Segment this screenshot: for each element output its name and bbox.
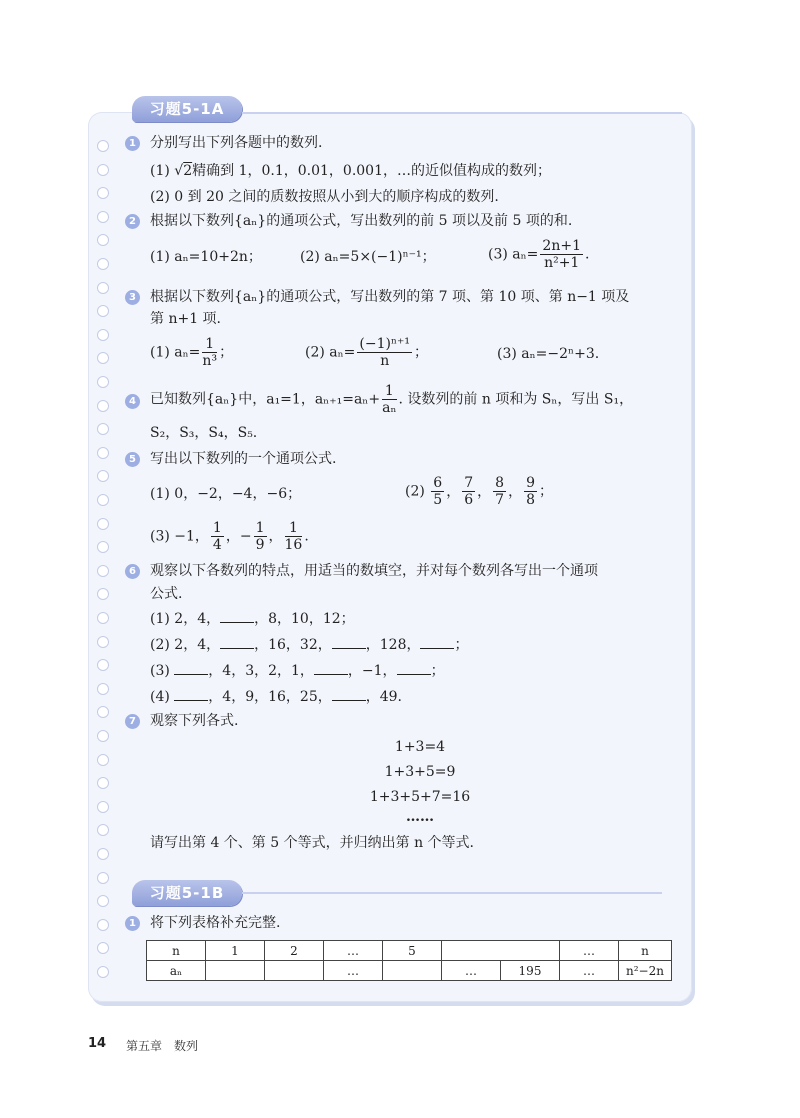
binder-ring bbox=[97, 187, 109, 199]
binder-ring bbox=[97, 777, 109, 789]
q5-part3-f3-numerator: 1 bbox=[285, 520, 303, 537]
q2-part2: (2) aₙ=5×(−1)ⁿ⁻¹； bbox=[300, 249, 436, 265]
q6-part3-d: ； bbox=[430, 663, 445, 679]
separator: ， bbox=[477, 483, 492, 500]
q5-part3-prefix: (3) −1， bbox=[150, 528, 209, 545]
table-cell bbox=[383, 961, 442, 981]
question-number-3: 3 bbox=[125, 290, 140, 305]
fraction-denominator: 8 bbox=[526, 492, 535, 508]
q6-part4-b: ，4，9，16，25， bbox=[208, 689, 332, 705]
header-rule-b bbox=[242, 892, 662, 894]
q5-part3-f2-numerator: 1 bbox=[255, 520, 265, 536]
table-cell: n bbox=[147, 941, 206, 961]
q6-part1 bbox=[150, 610, 355, 628]
binder-ring bbox=[97, 683, 109, 695]
table-cell bbox=[442, 941, 560, 961]
binder-ring bbox=[97, 400, 109, 412]
fraction-numerator: 7 bbox=[464, 475, 474, 491]
binder-ring bbox=[97, 234, 109, 246]
binder-ring bbox=[97, 966, 109, 978]
blank-field bbox=[220, 610, 254, 623]
binder-ring bbox=[97, 612, 109, 624]
q6-part3 bbox=[150, 662, 445, 680]
blank-field bbox=[174, 662, 208, 675]
q5-part3-fraction2 bbox=[254, 520, 267, 553]
binder-ring bbox=[97, 541, 109, 553]
q5-part3-f2-denominator: 9 bbox=[255, 537, 265, 553]
binder-ring bbox=[97, 895, 109, 907]
q1-part1-prefix: (1) bbox=[150, 163, 175, 179]
blank-field bbox=[420, 636, 454, 649]
table-cell: 2 bbox=[265, 941, 324, 961]
binder-ring bbox=[97, 706, 109, 718]
table-cell: aₙ bbox=[147, 961, 206, 981]
blank-field bbox=[220, 636, 254, 649]
q6-part1-b: ，8，10，12； bbox=[254, 611, 355, 627]
q6-stem-line1: 观察以下各数列的特点，用适当的数填空，并对每个数列各写出一个通项 bbox=[150, 563, 598, 579]
q4-line1-start: 已知数列{aₙ}中，a₁=1，aₙ₊₁=aₙ+ bbox=[150, 391, 381, 408]
separator: ， bbox=[508, 483, 523, 500]
q5-part3-suffix: . bbox=[304, 528, 309, 545]
q3-part3: (3) aₙ=−2ⁿ+3. bbox=[497, 346, 600, 362]
exercise-panel bbox=[88, 112, 692, 1002]
question-number-5: 5 bbox=[125, 452, 140, 467]
q5-part2-fraction bbox=[524, 475, 537, 508]
binder-ring bbox=[97, 447, 109, 459]
binder-ring bbox=[97, 659, 109, 671]
q3-stem-line2: 第 n+1 项. bbox=[150, 311, 222, 327]
separator: ， bbox=[446, 483, 461, 500]
fraction-numerator: 8 bbox=[495, 475, 505, 491]
q5-stem: 写出以下数列的一个通项公式. bbox=[150, 451, 337, 467]
q3-part1-suffix: ； bbox=[219, 344, 234, 361]
binder-ring bbox=[97, 730, 109, 742]
binder-ring bbox=[97, 636, 109, 648]
binder-ring bbox=[97, 376, 109, 388]
q3-stem-line1: 根据以下数列{aₙ}的通项公式，写出数列的第 7 项、第 10 项、第 n−1 项及 bbox=[150, 289, 630, 305]
q5-part2-fraction bbox=[493, 475, 506, 508]
q5-part2-prefix: (2) bbox=[405, 483, 425, 500]
section-header-b: 习题5-1B bbox=[132, 880, 242, 906]
q4-fraction-numerator: 1 bbox=[382, 383, 396, 400]
table-cell bbox=[206, 961, 265, 981]
q5-part2-fraction bbox=[462, 475, 475, 508]
q2-part3-numerator: 2n+1 bbox=[542, 238, 581, 254]
q5-part3-f1-denominator: 4 bbox=[212, 537, 222, 553]
binder-ring bbox=[97, 824, 109, 836]
binder-ring bbox=[97, 211, 109, 223]
q6-part4-a: (4) bbox=[150, 689, 175, 705]
table-row bbox=[147, 941, 672, 961]
q6-part4-c: ，49. bbox=[365, 689, 402, 705]
q2-part3-prefix: (3) aₙ= bbox=[488, 246, 539, 263]
q5-part3-fraction1 bbox=[211, 520, 224, 553]
q4-fraction-denominator: aₙ bbox=[382, 400, 397, 416]
q3-part2-fraction bbox=[357, 336, 412, 369]
q4-line1 bbox=[150, 383, 633, 416]
binder-ring bbox=[97, 258, 109, 270]
binder-ring bbox=[97, 518, 109, 530]
q1-part2: (2) 0 到 20 之间的质数按照从小到大的顺序构成的数列. bbox=[150, 189, 499, 205]
fraction-denominator: 5 bbox=[433, 492, 443, 508]
completion-table bbox=[146, 940, 672, 981]
q4-line2: S₂，S₃，S₄，S₅. bbox=[150, 425, 258, 441]
q3-part2-prefix: (2) aₙ= bbox=[305, 344, 356, 361]
q5-part2 bbox=[405, 475, 553, 508]
fraction-denominator: 7 bbox=[495, 492, 505, 508]
binder-ring bbox=[97, 588, 109, 600]
b1-stem: 将下列表格补充完整. bbox=[150, 915, 281, 931]
q5-part3-fraction3 bbox=[285, 520, 303, 553]
q7-equation-2: 1+3+5=9 bbox=[384, 764, 456, 780]
q3-part2 bbox=[305, 336, 428, 369]
q7-ellipsis: …… bbox=[406, 809, 434, 825]
q5-part1: (1) 0，−2，−4，−6； bbox=[150, 486, 302, 502]
q4-line1-end: . 设数列的前 n 项和为 Sₙ，写出 S₁， bbox=[398, 391, 634, 408]
q6-stem-line2: 公式. bbox=[150, 586, 183, 602]
q2-part3-denominator: n²+1 bbox=[544, 255, 580, 271]
binder-ring bbox=[97, 164, 109, 176]
question-number-1: 1 bbox=[125, 136, 140, 151]
binder-ring bbox=[97, 352, 109, 364]
q3-part1-fraction bbox=[202, 336, 217, 369]
blank-field bbox=[397, 662, 431, 675]
q7-equation-1: 1+3=4 bbox=[394, 739, 446, 755]
chapter-title: 第五章 数列 bbox=[126, 1039, 199, 1053]
q5-part3-f3-denominator: 16 bbox=[284, 537, 303, 553]
blank-field bbox=[174, 688, 208, 701]
q5-part2-fraction bbox=[431, 475, 444, 508]
question-number-2: 2 bbox=[125, 214, 140, 229]
q6-part2 bbox=[150, 636, 468, 654]
q6-part2-a: (2) 2，4， bbox=[150, 637, 221, 653]
question-number-7: 7 bbox=[125, 714, 140, 729]
q1-part1-text: 精确到 1，0.1，0.01，0.001，…的近似值构成的数列； bbox=[192, 163, 551, 179]
q3-part2-suffix: ； bbox=[414, 344, 429, 361]
question-number-6: 6 bbox=[125, 564, 140, 579]
q2-part1: (1) aₙ=10+2n； bbox=[150, 249, 262, 265]
q2-part3 bbox=[488, 238, 589, 271]
table-cell: n²−2n bbox=[619, 961, 672, 981]
q5-part2-fractions bbox=[429, 475, 539, 508]
q3-part1-numerator: 1 bbox=[202, 336, 217, 353]
fraction-numerator: 9 bbox=[526, 475, 535, 491]
table-cell: 5 bbox=[383, 941, 442, 961]
q2-part3-suffix: . bbox=[584, 246, 590, 263]
q7-ask: 请写出第 4 个、第 5 个等式，并归纳出第 n 个等式. bbox=[150, 835, 474, 851]
q6-part2-d: ； bbox=[454, 637, 469, 653]
binder-ring bbox=[97, 423, 109, 435]
question-number-4: 4 bbox=[125, 394, 140, 409]
table-cell: 1 bbox=[206, 941, 265, 961]
table-cell: … bbox=[560, 941, 619, 961]
q5-part3-separator2: ， bbox=[268, 528, 283, 545]
q5-part3-separator1: ，− bbox=[225, 528, 252, 545]
page-number: 14 bbox=[88, 1036, 107, 1051]
binder-ring bbox=[97, 919, 109, 931]
fraction-denominator: 6 bbox=[464, 492, 474, 508]
binder-ring bbox=[97, 872, 109, 884]
q3-part1-prefix: (1) aₙ= bbox=[150, 344, 201, 361]
q7-stem: 观察下列各式. bbox=[150, 713, 239, 729]
binder-ring bbox=[97, 140, 109, 152]
q6-part3-c: ，−1， bbox=[347, 663, 397, 679]
blank-field bbox=[332, 636, 366, 649]
q3-part2-numerator: (−1)ⁿ⁺¹ bbox=[359, 336, 411, 352]
binder-ring bbox=[97, 494, 109, 506]
q6-part3-b: ，4，3，2，1， bbox=[208, 663, 314, 679]
header-rule-a bbox=[242, 112, 682, 114]
q6-part4 bbox=[150, 688, 402, 706]
question-number-b1: 1 bbox=[125, 916, 140, 931]
q1-part1 bbox=[150, 162, 551, 180]
q3-part2-denominator: n bbox=[380, 353, 390, 369]
table-cell: … bbox=[324, 961, 383, 981]
binder-ring bbox=[97, 470, 109, 482]
q7-equation-3: 1+3+5+7=16 bbox=[369, 789, 471, 805]
q5-part3 bbox=[150, 520, 309, 553]
binder-ring bbox=[97, 754, 109, 766]
binder-ring bbox=[97, 282, 109, 294]
sqrt2-symbol: √2 bbox=[174, 163, 193, 179]
q6-part3-a: (3) bbox=[150, 663, 175, 679]
table-cell: n bbox=[619, 941, 672, 961]
q1-stem: 分别写出下列各题中的数列. bbox=[150, 135, 323, 151]
fraction-numerator: 6 bbox=[433, 475, 443, 491]
section-header-a: 习题5-1A bbox=[132, 96, 242, 122]
q6-part1-a: (1) 2，4， bbox=[150, 611, 221, 627]
blank-field bbox=[332, 688, 366, 701]
binder-ring bbox=[97, 848, 109, 860]
q4-fraction bbox=[382, 383, 396, 416]
q6-part2-c: ，128， bbox=[365, 637, 421, 653]
q3-part1 bbox=[150, 336, 233, 369]
table-cell: … bbox=[442, 961, 501, 981]
table-cell bbox=[265, 961, 324, 981]
table-row bbox=[147, 961, 672, 981]
table-cell: … bbox=[560, 961, 619, 981]
blank-field bbox=[314, 662, 348, 675]
binder-ring bbox=[97, 801, 109, 813]
q5-part3-f1-numerator: 1 bbox=[212, 520, 222, 536]
table-cell: 195 bbox=[501, 961, 560, 981]
q3-part1-denominator: n³ bbox=[202, 353, 218, 369]
q2-part3-fraction bbox=[540, 238, 583, 271]
q5-part2-suffix: ； bbox=[538, 483, 553, 500]
q2-stem: 根据以下数列{aₙ}的通项公式，写出数列的前 5 项以及前 5 项的和. bbox=[150, 213, 573, 229]
binder-ring bbox=[97, 329, 109, 341]
q6-part2-b: ，16，32， bbox=[254, 637, 332, 653]
binder-ring bbox=[97, 305, 109, 317]
binder-ring bbox=[97, 942, 109, 954]
binder-ring bbox=[97, 565, 109, 577]
table-cell: … bbox=[324, 941, 383, 961]
